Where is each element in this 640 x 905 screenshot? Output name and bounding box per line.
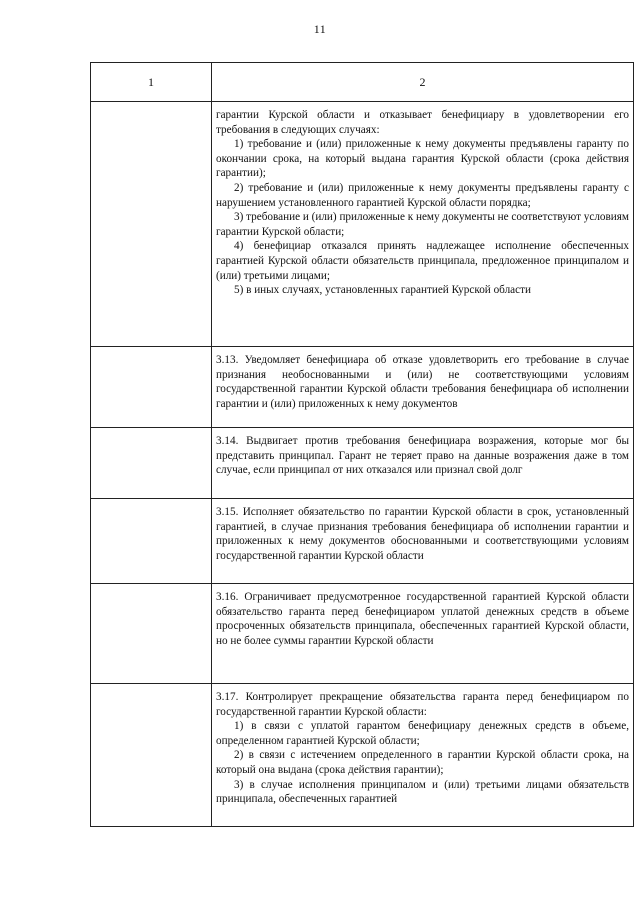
text-cell <box>212 584 634 684</box>
table-row <box>91 428 634 499</box>
empty-cell <box>91 684 212 827</box>
table-row <box>91 584 634 684</box>
text-cell <box>212 499 634 584</box>
paragraph: 1) в связи с уплатой гарантом бенефициару денежных средств в объеме, определенном гарантией Курской области; <box>216 720 629 747</box>
empty-cell <box>91 499 212 584</box>
paragraph: 3) в случае исполнения принципалом и (или) третьими лицами обязательств принципала, обеспеченных гарантией <box>216 778 629 806</box>
paragraph: 3.16. Ограничивает предусмотренное государственной гарантией Курской области обязательство гаранта перед бенефициаром уплатой денежных средств в объеме просроченных обязательств принципала, обеспеченных гарантией Курской области, но не более суммы гарантии Курской области <box>216 591 629 647</box>
paragraph: 3.13. Уведомляет бенефициара об отказе удовлетворить его требование в случае признания необоснованными и (или) не соответствующими условиям государственной гарантии Курской области требования бенефициара об исполнении гарантии и (или) приложенных к нему документов <box>216 354 629 410</box>
text-cell <box>212 102 634 347</box>
paragraph: 3.17. Контролирует прекращение обязательства гаранта перед бенефициаром по государственной гарантии Курской области: <box>216 691 629 718</box>
text-cell <box>212 428 634 499</box>
paragraph: 4) бенефициар отказался принять надлежащее исполнение обеспеченных гарантией Курской области обязательств принципала, предложенное принципалом и (или) третьими лицами; <box>216 240 629 282</box>
paragraph: 5) в иных случаях, установленных гарантией Курской области <box>234 284 531 297</box>
column-header-2: 2 <box>212 63 634 102</box>
column-header-1: 1 <box>91 63 212 102</box>
text-cell <box>212 347 634 428</box>
empty-cell <box>91 584 212 684</box>
paragraph: 1) требование и (или) приложенные к нему документы предъявлены гаранту по окончании срока, на который выдана гарантия Курской области (срока действия гарантии); <box>216 138 629 180</box>
paragraph: 3) требование и (или) приложенные к нему документы не соответствуют условиям гарантии Курской области; <box>216 211 629 238</box>
table-header-row <box>91 63 634 102</box>
paragraph: 2) требование и (или) приложенные к нему документы предъявлены гаранту с нарушением установленного гарантией Курской области порядка; <box>216 181 629 209</box>
empty-cell <box>91 347 212 428</box>
table-row <box>91 102 634 347</box>
table-row <box>91 347 634 428</box>
paragraph: 2) в связи с истечением определенного в гарантии Курской области срока, на который она выдана (срока действия гарантии); <box>216 749 629 776</box>
table-row <box>91 499 634 584</box>
text-cell <box>212 684 634 827</box>
empty-cell <box>91 102 212 347</box>
table-row <box>91 684 634 827</box>
page-number: 11 <box>313 22 327 36</box>
paragraph: 3.14. Выдвигает против требования бенефициара возражения, которые мог бы представить принципал. Гарант не теряет право на данные возражения даже в том случае, если принципал от них отказался или признал свой долг <box>216 435 629 477</box>
paragraph: 3.15. Исполняет обязательство по гарантии Курской области в срок, установленный гарантией, в случае признания требования бенефициара об исполнении гарантии и приложенных к нему документов обоснованными и соответствующими условиям государственной гарантии Курской области <box>216 506 629 562</box>
empty-cell <box>91 428 212 499</box>
document-table <box>90 62 634 827</box>
paragraph: гарантии Курской области и отказывает бенефициару в удовлетворении его требования в следующих случаях: <box>216 109 629 136</box>
